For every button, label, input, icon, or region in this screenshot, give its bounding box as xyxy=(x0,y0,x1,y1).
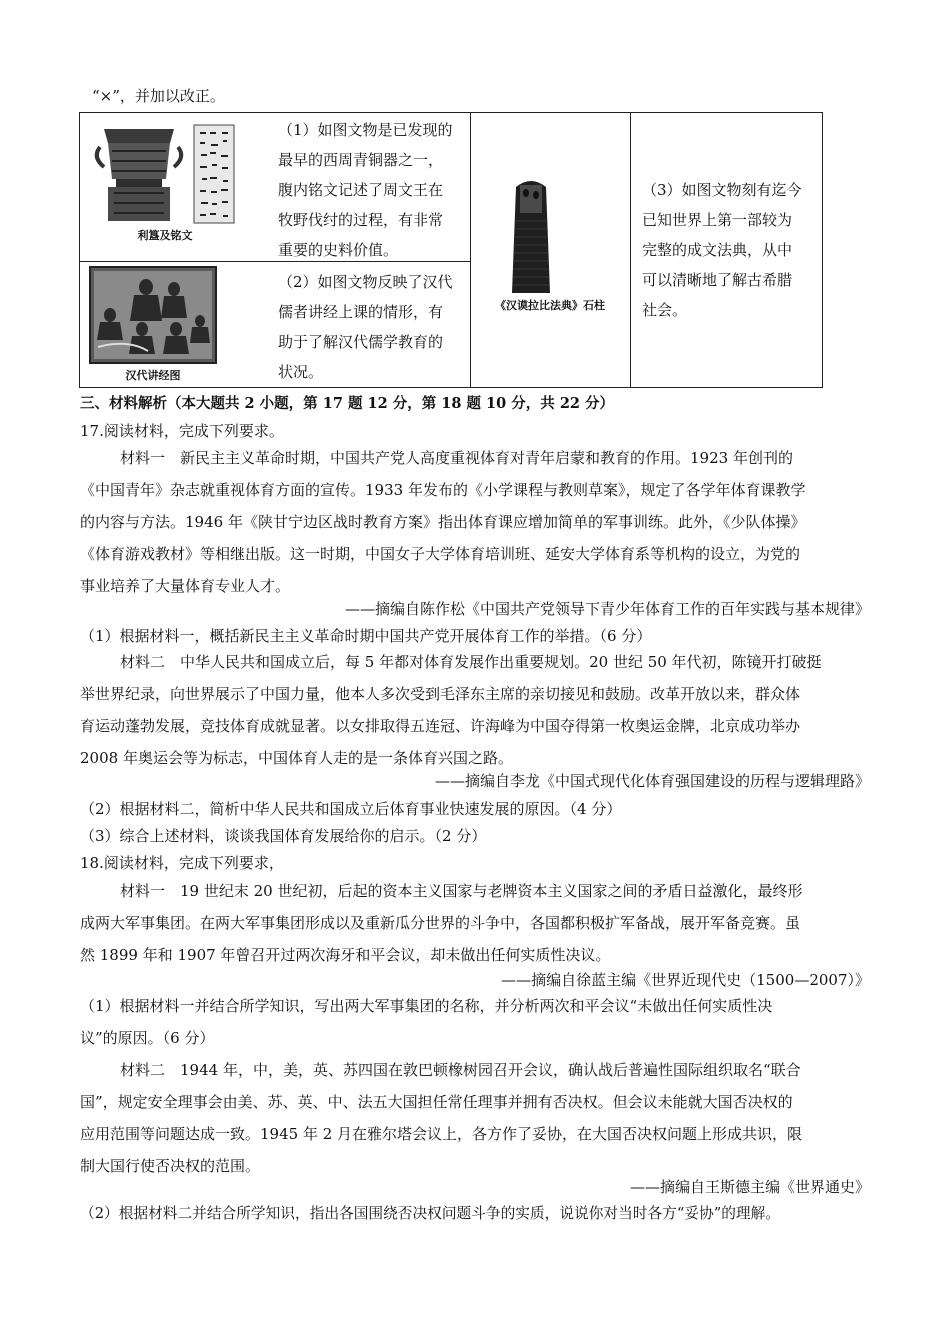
caption-ligui: 利簋及铭文 xyxy=(137,229,193,242)
q17-material-1: 材料一 新民主主义革命时期，中国共产党人高度重视体育对青年启蒙和教育的作用。1923 年创刊的 《中国青年》杂志就重视体育方面的宣传。1933 年发布的《小学课程与教则草案》，规定了各学年体育课教学 的内容与方法。1946 年《陕甘宁边区战时教育方案》指出体育课应增加简单的军事训练。此外，《少队体操》 《体育游戏教材》等相继出版。这一时期，中国女子大学体育培训班、延安大学体育系等机构的设立，为党的 事业培养了大量体育专业人才。 xyxy=(80,449,806,595)
q17-question-2: （2）根据材料二，简析中华人民共和国成立后体育事业快速发展的原因。（4 分） xyxy=(80,800,622,818)
q17-material-2: 材料二 中华人民共和国成立后，每 5 年都对体育发展作出重要规划。20 世纪 50 年代初，陈镜开打破挺 举世界纪录，向世界展示了中国力量，他本人多次受到毛泽东主席的亲切接见和鼓励。改革开放以来，群众体 育运动蓬勃发展，竞技体育成就显著。以女排取得五连冠、许海峰为中国夺得第一枚奥运金牌，北京成功举办 2008 年奥运会等为标志，中国体育人走的是一条体育兴国之路。 xyxy=(80,653,822,767)
q17-title: 17.阅读材料，完成下列要求。 xyxy=(80,422,284,440)
q18-question-2: （2）根据材料二并结合所学知识，指出各国围绕否决权问题斗争的实质，说说你对当时各方“妥协”的理解。 xyxy=(80,1205,780,1222)
q17-material-1-source: ——摘编自陈作松《中国共产党领导下青少年体育工作的百年实践与基本规律》 xyxy=(344,600,870,618)
artifact-table xyxy=(79,112,823,388)
header-fragment: “×”，并加以改正。 xyxy=(92,87,225,105)
hammurabi-stele-image xyxy=(508,177,554,295)
section-title: 三、材料解析（本大题共 2 小题，第 17 题 12 分，第 18 题 10 分，共 22 分） xyxy=(80,395,615,412)
q18-question-1: （1）根据材料一并结合所学知识，写出两大军事集团的名称，并分析两次和平会议“未做出任何实质性决 议”的原因。（6 分） xyxy=(80,997,773,1047)
q17-question-3: （3）综合上述材料，谈谈我国体育发展给你的启示。（2 分） xyxy=(80,827,487,845)
q18-material-2-source: ——摘编自王斯德主编《世界通史》 xyxy=(629,1178,870,1196)
item2-description: （2）如图文物反映了汉代 儒者讲经上课的情形，有 助于了解汉代儒学教育的 状况。 xyxy=(278,273,453,381)
q18-material-1-source: ——摘编自徐蓝主编《世界近现代史（1500—2007）》 xyxy=(501,971,870,989)
q18-material-2: 材料二 1944 年，中，美，英、苏四国在敦巴顿橡树园召开会议，确认战后普遍性国际组织取名“联合 国”，规定安全理事会由美、苏、英、中、法五大国担任常任理事并拥有否决权。但会议未能就大国否决权的 应用范围等问题达成一致。1945 年 2 月在雅尔塔会议上，各方作了妥协，在大国否决权问题上形成共识，限 制大国行使否决权的范围。 xyxy=(80,1061,803,1175)
q18-title: 18.阅读材料，完成下列要求， xyxy=(80,854,284,872)
caption-han-lecture: 汉代讲经图 xyxy=(125,369,181,382)
item1-description: （1）如图文物是已发现的 最早的西周青铜器之一， 腹内铭文记述了周文王在 牧野伐纣的过程，有非常 重要的史料价值。 xyxy=(278,121,453,259)
ligui-bronze-image xyxy=(90,121,240,241)
q17-question-1: （1）根据材料一，概括新民主主义革命时期中国共产党开展体育工作的举措。（6 分） xyxy=(80,627,652,645)
han-lecture-relief-image xyxy=(88,265,218,365)
q18-material-1: 材料一 19 世纪末 20 世纪初，后起的资本主义国家与老牌资本主义国家之间的矛盾日益激化，最终形 成两大军事集团。在两大军事集团形成以及重新瓜分世界的斗争中，各国都积极扩军备战，展开军备竞赛。虽 然 1899 年和 1907 年曾召开过两次海牙和平会议，却未做出任何实质性决议。 xyxy=(80,882,803,964)
q17-material-2-source: ——摘编自李龙《中国式现代化体育强国建设的历程与逻辑理路》 xyxy=(434,772,870,790)
item3-description: （3）如图文物刻有迄今 已知世界上第一部较为 完整的成文法典，从中 可以清晰地了解古希腊 社会。 xyxy=(642,181,802,319)
caption-hammurabi: 《汉谟拉比法典》石柱 xyxy=(495,299,605,312)
